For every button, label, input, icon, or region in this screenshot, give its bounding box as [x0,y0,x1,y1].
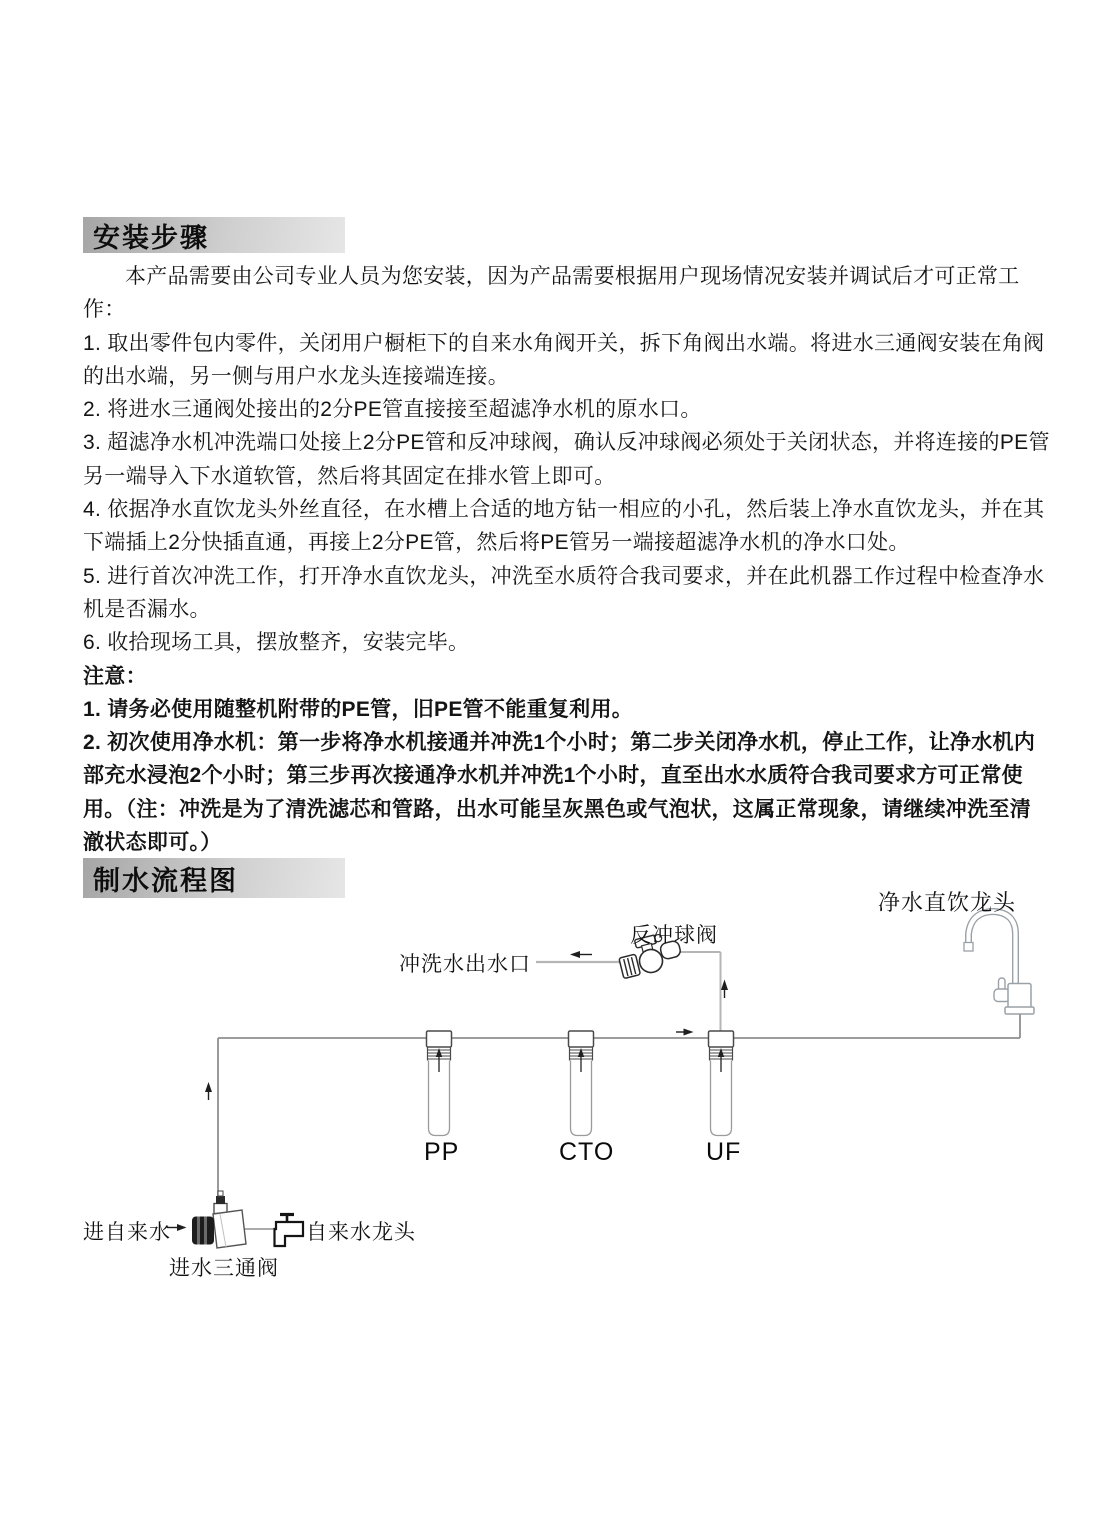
text-line: 下端插上2分快插直通，再接上2分PE管，然后将PE管另一端接超滤净水机的净水口处。 [83,531,910,555]
backflush-valve-label: 反冲球阀 [630,924,718,947]
cto-filter-icon [569,1031,594,1136]
uf-filter-label: UF [706,1138,742,1166]
text-line: 3. 超滤净水机冲洗端口处接上2分PE管和反冲球阀，确认反冲球阀必须处于关闭状态，并将连接的PE管 [83,431,1050,455]
tap-faucet-icon [275,1214,304,1246]
cto-filter-label: CTO [559,1138,615,1166]
main-pipe [218,1012,1020,1229]
flow-diagram-header: 制水流程图 [93,865,238,896]
three-way-valve-label: 进水三通阀 [169,1257,279,1280]
notes-heading: 注意： [83,664,147,688]
text-line: 用。（注：冲洗是为了清洗滤芯和管路，出水可能呈灰黑色或气泡状，这属正常现象，请继续冲洗至清 [83,797,1031,821]
flow-arrow-right-main [676,1029,694,1036]
flow-arrow-up-left [205,1082,212,1100]
clean-faucet-label: 净水直饮龙头 [878,890,1017,915]
flush-outlet-label: 冲洗水出水口 [399,953,531,976]
install-steps-header: 安装步骤 [93,222,209,253]
pp-filter-icon [427,1031,452,1136]
text-line: 澈状态即可。） [83,831,222,855]
text-line: 5. 进行首次冲洗工作，打开净水直饮龙头，冲洗至水质符合我司要求，并在此机器工作过程中检查净水 [83,564,1045,588]
flow-arrow-up-right [721,980,728,999]
three-way-valve-icon [192,1191,246,1248]
text-line: 2. 初次使用净水机：第一步将净水机接通并冲洗1个小时；第二步关闭净水机，停止工作，让净水机内 [83,731,1036,755]
text-line: 部充水浸泡2个小时；第三步再次接通净水机并冲洗1个小时，直至出水水质符合我司要求方可正常使 [83,764,1023,788]
uf-filter-icon [709,1031,734,1136]
text-line: 1. 取出零件包内零件，关闭用户橱柜下的自来水角阀开关，拆下角阀出水端。将进水三通阀安装在角阀 [83,331,1045,355]
text-line: 2. 将进水三通阀处接出的2分PE管直接接至超滤净水机的原水口。 [83,398,702,422]
clean-water-faucet-icon [964,912,1034,1015]
text-line: 本产品需要由公司专业人员为您安装，因为产品需要根据用户现场情况安装并调试后才可正常工 [125,265,1020,288]
text-line: 的出水端，另一侧与用户水龙头连接端连接。 [83,364,509,388]
text-line: 作： [83,298,126,322]
water-inlet-label: 进自来水 [83,1221,171,1244]
tap-faucet-label: 自来水龙头 [306,1221,416,1244]
flow-arrow-left [570,951,592,958]
text-line: 6. 收拾现场工具，摆放整齐，安装完毕。 [83,631,470,655]
text-line: 另一端导入下水道软管，然后将其固定在排水管上即可。 [83,464,616,488]
text-line: 1. 请务必使用随整机附带的PE管，旧PE管不能重复利用。 [83,697,634,721]
pp-filter-label: PP [424,1138,460,1166]
text-line: 机是否漏水。 [83,597,211,621]
text-line: 4. 依据净水直饮龙头外丝直径，在水槽上合适的地方钻一相应的小孔，然后装上净水直饮龙头，并在其 [83,498,1045,522]
